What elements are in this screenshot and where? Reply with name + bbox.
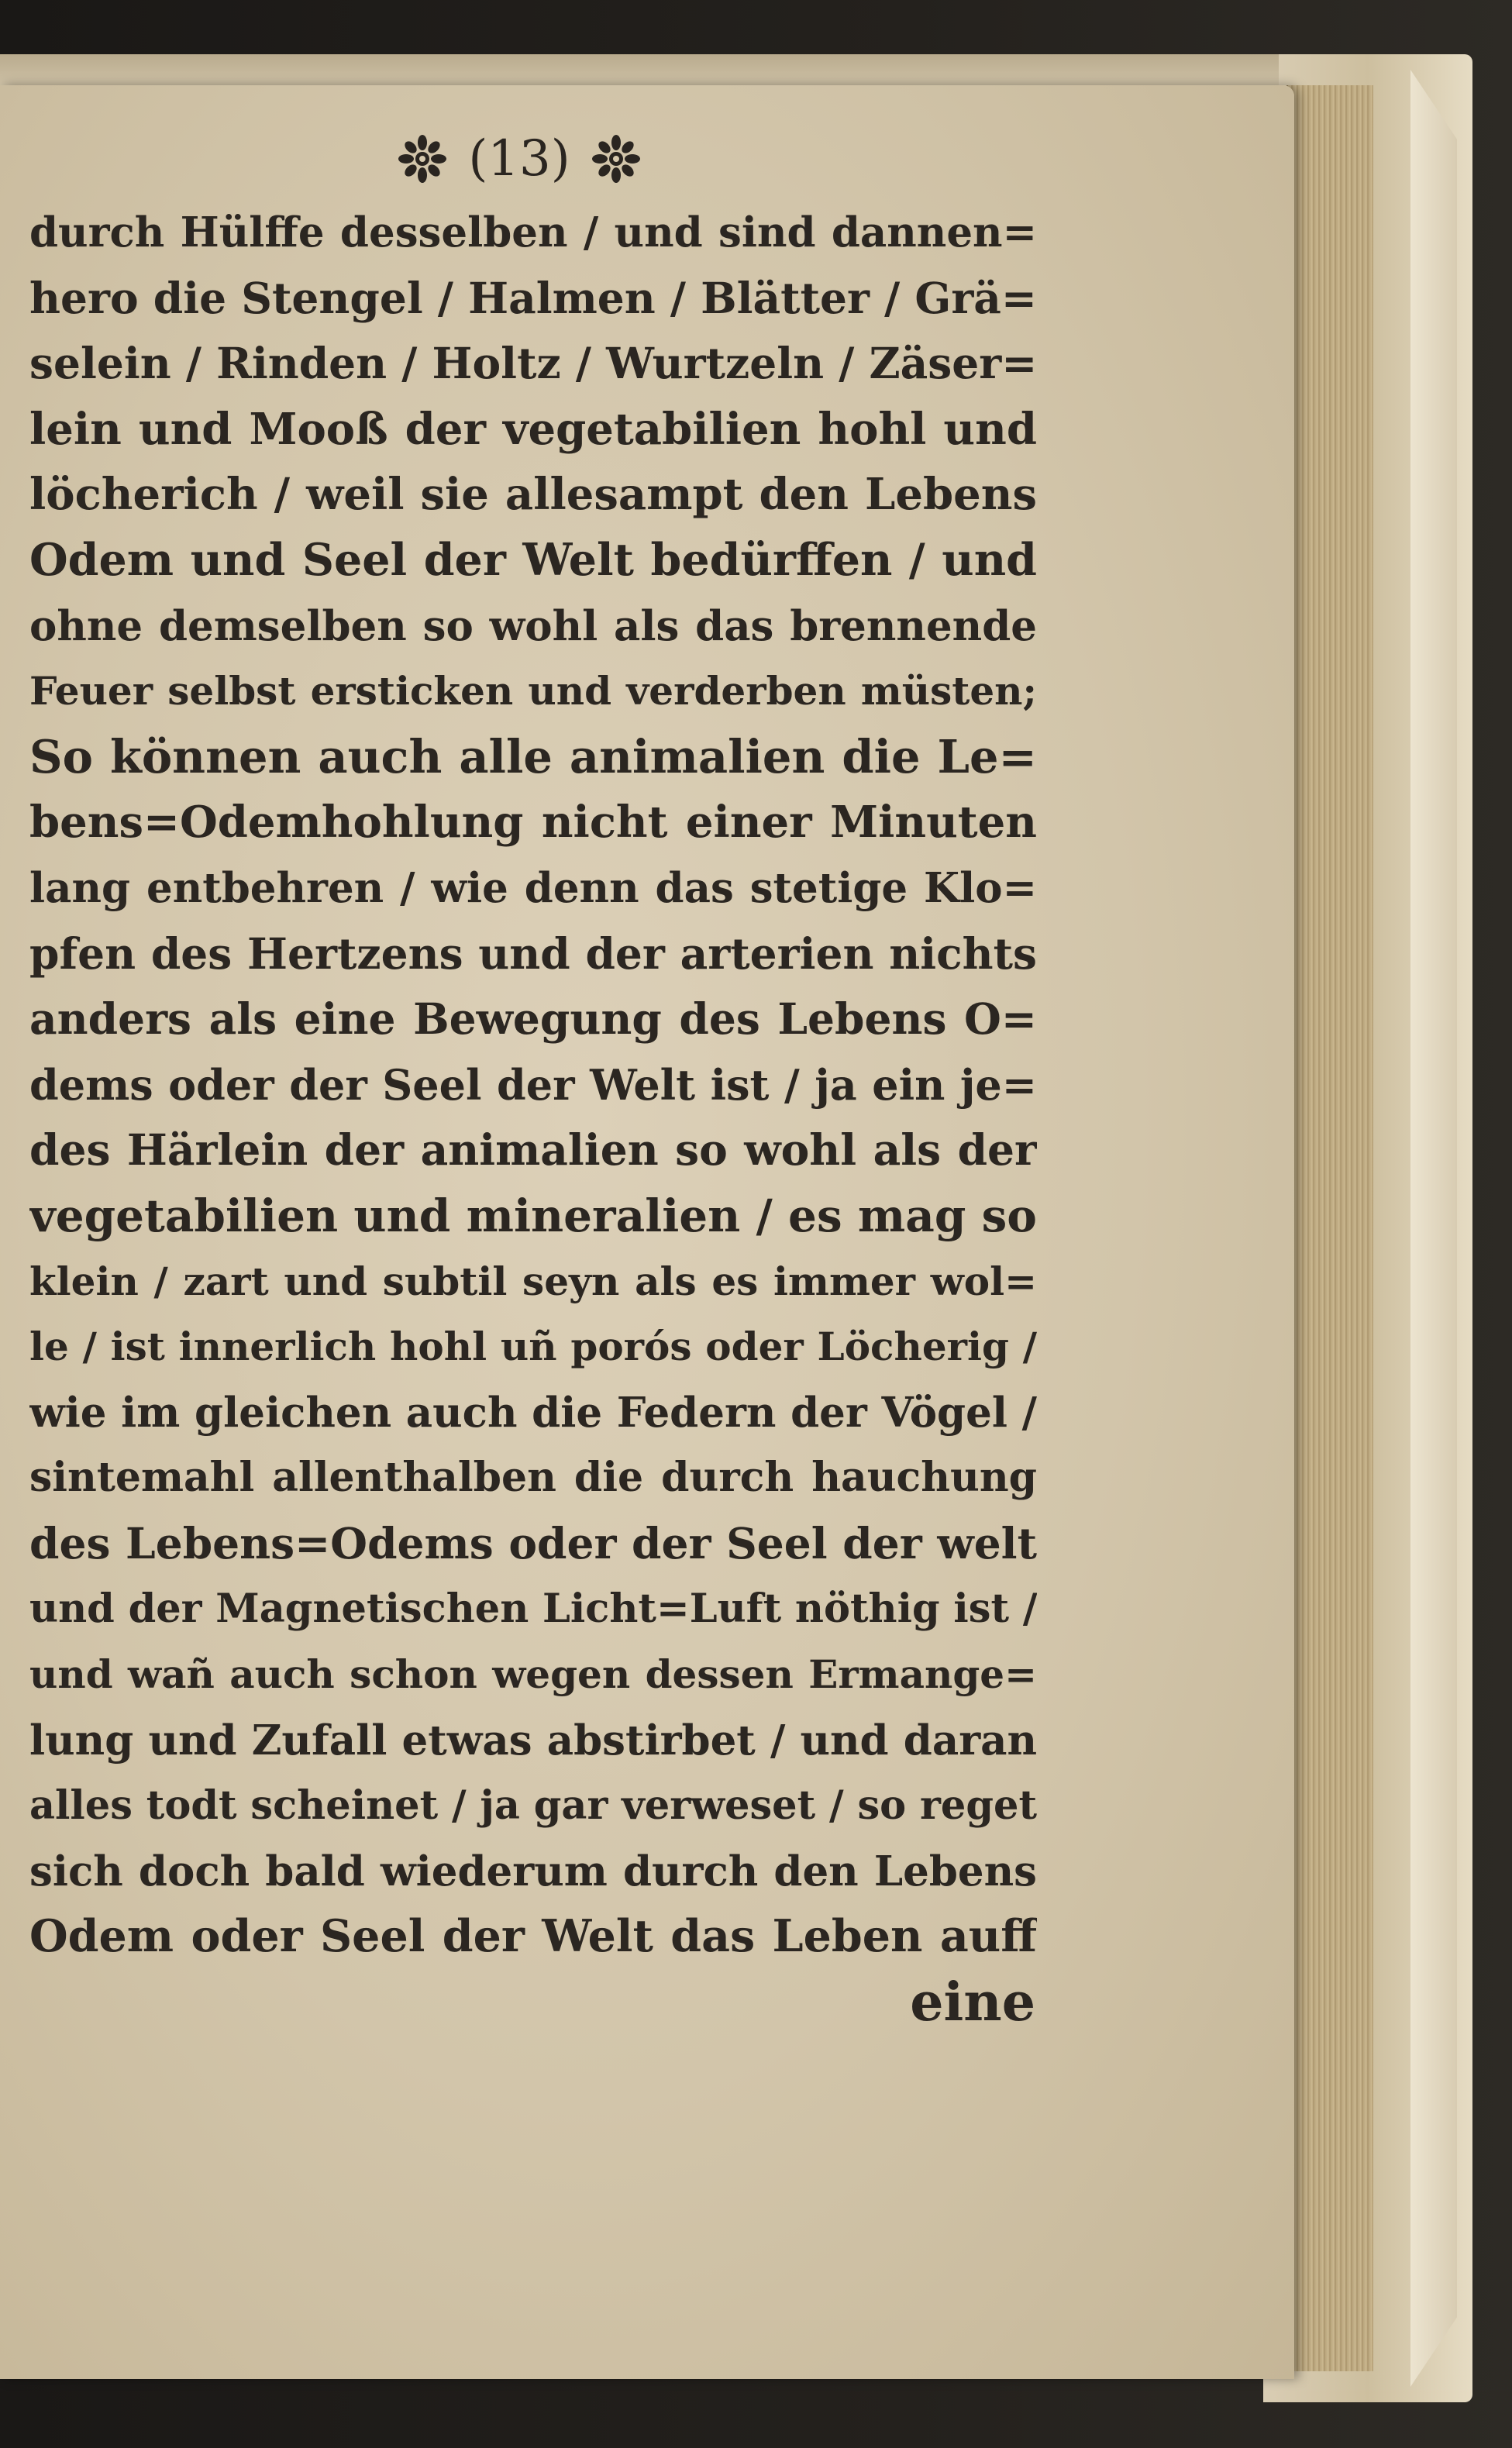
- text-line: klein / zart und subtil seyn als es immer wol=: [29, 1258, 1037, 1304]
- text-line: selein / Rinden / Holtz / Wurtzeln / Zäser=: [29, 338, 1037, 389]
- text-line: lung und Zufall etwas abstirbet / und daran: [29, 1716, 1037, 1765]
- text-line: le / ist innerlich hohl uñ porós oder Löcherig /: [29, 1324, 1037, 1370]
- body-text: [29, 200, 1037, 2036]
- page-header: [364, 124, 674, 194]
- text-line: anders als eine Bewegung des Lebens O=: [29, 993, 1037, 1045]
- text-line: Odem und Seel der Welt bedürffen / und: [29, 533, 1037, 586]
- flower-ornament-icon: [592, 135, 640, 183]
- page-top-edge: [0, 54, 1279, 88]
- text-line: wie im gleichen auch die Federn der Vögel /: [29, 1388, 1037, 1437]
- text-line: dems oder der Seel der Welt ist / ja ein je=: [29, 1059, 1037, 1110]
- text-line: pfen des Hertzens und der arterien nichts: [29, 928, 1037, 979]
- text-line: vegetabilien und mineralien / es mag so: [29, 1189, 1037, 1242]
- flower-ornament-icon: [398, 135, 446, 183]
- text-line: und der Magnetischen Licht=Luft nöthig ist /: [29, 1586, 1037, 1633]
- text-line: hero die Stengel / Halmen / Blätter / Grä=: [29, 272, 1037, 323]
- text-line: des Lebens=Odems oder der Seel der welt: [29, 1517, 1037, 1568]
- text-line: Feuer selbst ersticken und verderben müsten;: [29, 668, 1037, 714]
- text-line: So können auch alle animalien die Le=: [29, 729, 1037, 783]
- text-line: und wañ auch schon wegen dessen Ermange=: [29, 1651, 1037, 1698]
- paper-strip: [1410, 70, 1457, 2387]
- text-line: lang entbehren / wie denn das stetige Klo=: [29, 863, 1037, 912]
- page-number: (13): [468, 130, 570, 188]
- text-line: lein und Mooß der vegetabilien hohl und: [29, 403, 1037, 455]
- catchword: eine: [910, 1971, 1035, 2034]
- text-line: ohne demselben so wohl als das brennende: [29, 601, 1037, 650]
- text-line: alles todt scheinet / ja gar verweset / so reget: [29, 1782, 1037, 1830]
- text-line: löcherich / weil sie allesampt den Lebens: [29, 469, 1037, 521]
- text-line: sintemahl allenthalben die durch hauchung: [29, 1454, 1037, 1502]
- page-edges: [1286, 85, 1373, 2371]
- text-line: des Härlein der animalien so wohl als der: [29, 1124, 1037, 1176]
- text-line: durch Hülffe desselben / und sind dannen=: [29, 208, 1037, 257]
- text-line: bens=Odemhohlung nicht einer Minuten: [29, 797, 1037, 849]
- text-line: sich doch bald wiederum durch den Lebens: [29, 1847, 1037, 1895]
- text-line: Odem oder Seel der Welt das Leben auff: [29, 1910, 1037, 1963]
